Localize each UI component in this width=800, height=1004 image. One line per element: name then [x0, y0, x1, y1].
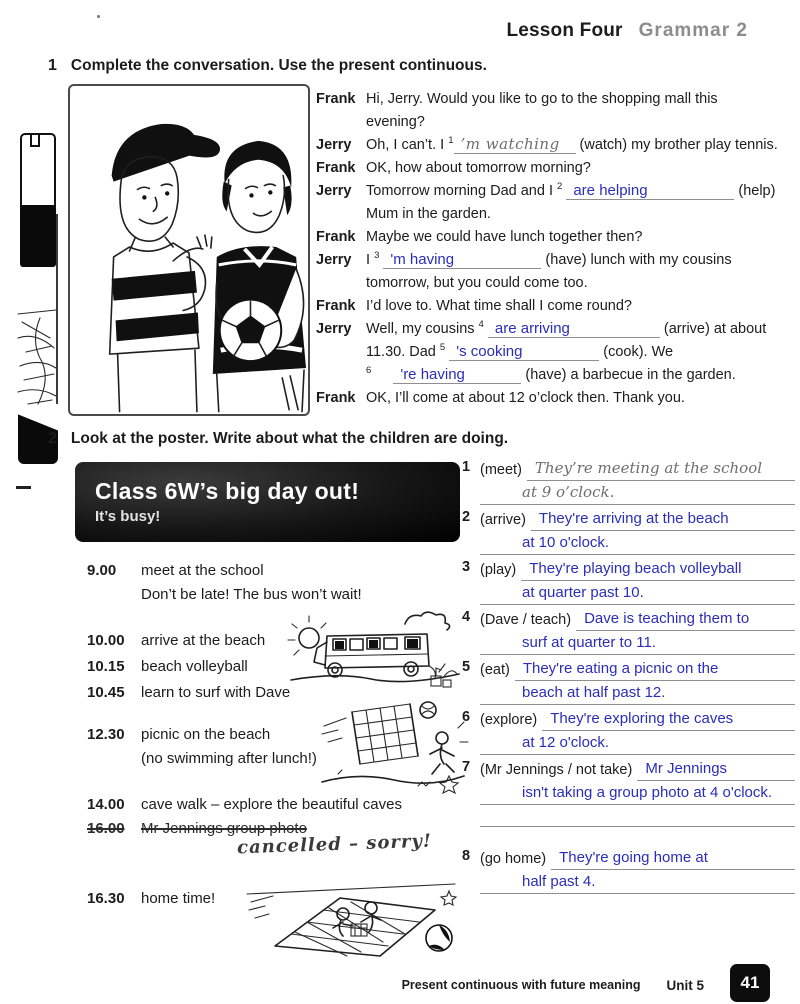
answer-item — [462, 608, 795, 655]
gap-number: 3 — [374, 250, 380, 262]
left-margin-artifact-pen-outline — [20, 133, 56, 207]
dialogue-segment: (help) — [738, 183, 776, 199]
answer-line2[interactable]: at 10 o'clock. — [480, 532, 795, 555]
answer-number: 5 — [462, 659, 471, 675]
gap-answer-pen[interactable]: 're having — [393, 366, 521, 384]
answer-prompt: (meet) — [480, 462, 522, 478]
poster-banner — [75, 462, 460, 542]
left-margin-artifact-pen-body — [20, 205, 56, 267]
answer-line2[interactable]: half past 4. — [480, 871, 795, 894]
answer-line1 — [480, 708, 795, 731]
speaker-label: Jerry — [316, 252, 352, 268]
answer-prompt: (Dave / teach) — [480, 612, 572, 628]
dialogue-segment: (have) a barbecue in the garden. — [525, 367, 736, 383]
answer-text-pen[interactable]: They're going home at — [551, 847, 795, 870]
left-margin-artifact-sketch — [16, 308, 60, 412]
grammar-label: Grammar 2 — [638, 20, 748, 41]
poster-title: Class 6W’s big day out! — [95, 478, 360, 504]
gap-number: 1 — [448, 135, 454, 147]
answer-text-pen[interactable]: Dave is teaching them to — [576, 608, 795, 631]
schedule-row — [87, 562, 457, 579]
answer-prompt: (play) — [480, 562, 517, 578]
dialogue-segment: I — [366, 252, 371, 268]
answer-item — [462, 847, 795, 894]
gap-number: 2 — [557, 181, 563, 193]
page-header — [506, 20, 748, 42]
dialogue-row — [316, 318, 794, 387]
empty-answer-line[interactable] — [480, 807, 795, 827]
dialogue-line — [366, 318, 794, 341]
dialogue-row — [316, 295, 794, 318]
dialogue-row — [316, 157, 794, 180]
gap-answer-pen[interactable]: 'm having — [383, 251, 541, 269]
answer-line1 — [480, 458, 795, 481]
answer-number: 3 — [462, 559, 471, 575]
answer-item — [462, 708, 795, 755]
dialogue-segment: (watch) my brother play tennis. — [579, 137, 778, 153]
gap-number: 6 — [366, 365, 372, 377]
answer-number: 6 — [462, 709, 471, 725]
dialogue-segment: (arrive) at about — [663, 321, 767, 337]
two-boys-illustration — [68, 84, 310, 416]
answer-text-pen[interactable]: Mr Jennings — [637, 758, 795, 781]
speaker-label: Frank — [316, 229, 356, 245]
answer-line1 — [480, 558, 795, 581]
footer-topic: Present continuous with future meaning — [401, 978, 641, 992]
dialogue-row — [316, 134, 794, 157]
two-boys-drawing — [70, 86, 308, 414]
dialogue-line — [366, 364, 794, 387]
lesson-title: Lesson Four — [506, 20, 623, 41]
answer-line2[interactable]: surf at quarter to 11. — [480, 632, 795, 655]
answer-line2[interactable]: beach at half past 12. — [480, 682, 795, 705]
answer-body — [480, 608, 795, 655]
time-label: 10.00 — [87, 632, 125, 649]
dialogue-line: Mum in the garden. — [366, 206, 491, 222]
dialogue-segment: (cook). We — [603, 344, 674, 360]
answer-number: 8 — [462, 848, 471, 864]
speaker-label: Jerry — [316, 183, 352, 199]
time-label: 16.30 — [87, 890, 125, 907]
speaker-label: Jerry — [316, 321, 352, 337]
page-binding-line — [56, 214, 58, 404]
dialogue-segment: 11.30. Dad — [366, 344, 436, 360]
activity-label: beach volleyball — [141, 658, 248, 675]
answer-item — [462, 508, 795, 555]
answer-text-pen[interactable]: They're eating a picnic on the — [515, 658, 795, 681]
answer-item — [462, 458, 795, 505]
dialogue-line: Maybe we could have lunch together then? — [366, 229, 643, 245]
time-label: 16.00 — [87, 820, 125, 837]
answer-body — [480, 458, 795, 505]
activity-label: learn to surf with Dave — [141, 684, 291, 701]
schedule-note: (no swimming after lunch!) — [141, 750, 317, 767]
dialogue-row — [316, 180, 794, 226]
answer-body — [480, 758, 795, 827]
answer-line2[interactable]: at quarter past 10. — [480, 582, 795, 605]
exercise1-title: Complete the conversation. Use the present continuous. — [70, 57, 487, 74]
picnic-illustration — [243, 872, 461, 965]
answer-text-pen[interactable]: They're playing beach volleyball — [521, 558, 795, 581]
poster-subtitle: It’s busy! — [95, 508, 161, 525]
spacer — [462, 830, 795, 847]
dialogue-text — [366, 318, 794, 387]
cutoff-sketch-fragment — [16, 308, 60, 412]
answer-item — [462, 558, 795, 605]
exercise2-answers — [462, 458, 795, 897]
time-label: 10.15 — [87, 658, 125, 675]
answer-text-handwritten[interactable]: They’re meeting at the school — [527, 458, 795, 481]
answer-number: 4 — [462, 609, 471, 625]
gap-number: 4 — [478, 319, 484, 331]
answer-line2[interactable]: at 12 o'clock. — [480, 732, 795, 755]
stray-dot — [97, 15, 100, 18]
dialogue-line — [366, 249, 794, 272]
gap-answer-pen[interactable]: are arriving — [488, 320, 660, 338]
speaker-label: Frank — [316, 390, 356, 406]
gap-number: 5 — [439, 342, 446, 354]
dialogue-segment: Well, my cousins — [366, 321, 475, 337]
page-number-badge: 41 — [730, 964, 770, 1002]
time-label: 12.30 — [87, 726, 125, 743]
speaker-label: Frank — [316, 91, 356, 107]
dialogue-row — [316, 226, 794, 249]
activity-label: cave walk – explore the beautiful caves — [141, 796, 402, 813]
activity-label: arrive at the beach — [141, 632, 266, 649]
answer-prompt: (explore) — [480, 712, 538, 728]
answer-number: 1 — [462, 459, 471, 475]
dialogue-text — [366, 88, 794, 134]
exercise2-title: Look at the poster. Write about what the children are doing. — [70, 430, 509, 447]
exercise2-heading — [48, 430, 508, 448]
speaker-label: Frank — [316, 298, 356, 314]
activity-label: home time! — [141, 890, 216, 907]
exercise1-heading — [48, 57, 487, 75]
dialogue-text — [366, 134, 794, 157]
dialogue-line: tomorrow, but you could come too. — [366, 275, 588, 291]
dialogue-text — [366, 180, 794, 226]
stray-mark — [16, 486, 31, 489]
activity-label: picnic on the beach — [141, 726, 271, 743]
dialogue-segment: Tomorrow morning Dad and I — [366, 183, 553, 199]
answer-item — [462, 658, 795, 705]
dialogue-segment: Oh, I can’t. I — [366, 137, 445, 153]
dialogue-line: OK, how about tomorrow morning? — [366, 160, 591, 176]
answer-item — [462, 758, 795, 827]
time-label: 14.00 — [87, 796, 125, 813]
answer-line1 — [480, 608, 795, 631]
page-footer — [402, 966, 770, 1004]
exercise2-number: 2 — [48, 430, 57, 447]
answer-prompt: (go home) — [480, 851, 547, 867]
answer-prompt: (Mr Jennings / not take) — [480, 762, 633, 778]
bus-illustration — [287, 608, 465, 711]
activity-label: Mr Jennings group photo — [141, 820, 307, 837]
dialogue-line: evening? — [366, 114, 425, 130]
answer-text-pen[interactable]: They're exploring the caves — [542, 708, 795, 731]
dialogue-text — [366, 249, 794, 295]
answer-prompt: (eat) — [480, 662, 510, 678]
picnic-blanket-drawing — [243, 872, 461, 960]
gap-answer-pen[interactable]: 's cooking — [449, 343, 599, 361]
answer-line1 — [480, 758, 795, 781]
answer-line2[interactable]: at 9 o’clock. — [480, 482, 795, 505]
time-label: 9.00 — [87, 562, 117, 579]
unit-label: Unit 5 — [666, 977, 704, 993]
dialogue-line: Hi, Jerry. Would you like to go to the shopping mall this — [366, 91, 718, 107]
time-label: 10.45 — [87, 684, 125, 701]
dialogue-line — [366, 180, 794, 203]
dialogue-segment: (have) lunch with my cousins — [545, 252, 732, 268]
answer-body — [480, 708, 795, 755]
answer-body — [480, 658, 795, 705]
answer-line2[interactable]: isn't taking a group photo at 4 o'clock. — [480, 782, 795, 805]
answer-body — [480, 508, 795, 555]
answer-body — [480, 558, 795, 605]
answer-text-pen[interactable]: They're arriving at the beach — [531, 508, 795, 531]
cancelled-annotation: cancelled – sorry! — [236, 830, 433, 859]
pen-clip-shape — [30, 133, 40, 147]
answer-line1 — [480, 508, 795, 531]
answer-number: 2 — [462, 509, 471, 525]
school-bus-drawing — [287, 608, 465, 706]
poster — [75, 462, 465, 982]
dialogue-line: OK, I’ll come at about 12 o’clock then. Thank you. — [366, 390, 685, 406]
volleyball-net-drawing — [318, 698, 470, 796]
volleyball-illustration — [318, 698, 470, 801]
gap-answer-pen[interactable]: are helping — [566, 182, 734, 200]
activity-label: meet at the school — [141, 562, 264, 579]
answer-line1 — [480, 658, 795, 681]
answer-prompt: (arrive) — [480, 512, 526, 528]
dialogue-row — [316, 249, 794, 295]
dialogue-line: I’d love to. What time shall I come round? — [366, 298, 632, 314]
gap-answer-handwritten[interactable]: ’m watching — [454, 136, 576, 154]
answer-line1 — [480, 847, 795, 870]
answer-number: 7 — [462, 759, 471, 775]
exercise1-number: 1 — [48, 57, 57, 74]
conversation — [316, 88, 794, 410]
dialogue-row — [316, 88, 794, 134]
dialogue-line — [366, 341, 794, 364]
dialogue-row — [316, 387, 794, 410]
speaker-label: Frank — [316, 160, 356, 176]
speaker-label: Jerry — [316, 137, 352, 153]
answer-body — [480, 847, 795, 894]
schedule-note: Don’t be late! The bus won’t wait! — [141, 586, 362, 603]
